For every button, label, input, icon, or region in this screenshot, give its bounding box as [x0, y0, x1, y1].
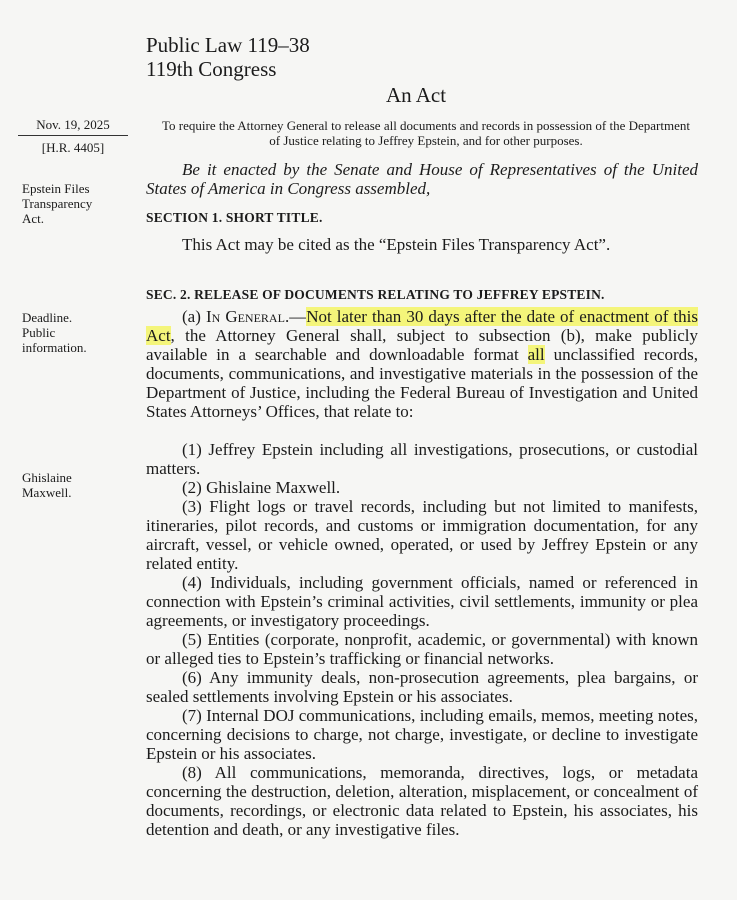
- margin-note-line: Ghislaine: [22, 470, 72, 485]
- list-item: (7) Internal DOJ communications, including emails, memos, meeting notes, concerning decisions to charge, not charge, investigate, or decline to investigate Epstein or his associates.: [146, 706, 698, 763]
- margin-note-line: Transparency: [22, 196, 93, 211]
- margin-note-line: Maxwell.: [22, 485, 72, 500]
- congress-number: 119th Congress: [146, 57, 277, 81]
- enactment-date: Nov. 19, 2025: [36, 117, 110, 132]
- act-purpose: To require the Attorney General to release all documents and records in possession of the Department of Justice relating to Jeffrey Epstein, and for other purposes.: [162, 118, 690, 148]
- para-a-label: (a): [182, 307, 206, 326]
- list-item: (1) Jeffrey Epstein including all investigations, prosecutions, or custodial matters.: [146, 440, 698, 478]
- date-rule: [18, 135, 128, 136]
- act-heading: An Act: [386, 83, 447, 107]
- bill-number: [H.R. 4405]: [41, 140, 105, 155]
- list-item: (8) All communications, memoranda, directives, logs, or metadata concerning the destruction, deletion, alteration, misplacement, or concealment of documents, recordings, or electronic data related to Epstein, his associates, his detention and death, or any investigative files.: [146, 763, 698, 839]
- law-title-block: [146, 33, 310, 81]
- section-1-heading: SECTION 1. SHORT TITLE.: [146, 210, 323, 225]
- highlighted-deadline-text: Not later than 30 days after the date of enactment of this Act: [146, 307, 698, 345]
- para-a-caption: In General: [205, 307, 285, 326]
- para-a-dash: .—: [284, 307, 307, 326]
- section-1-text: This Act may be cited as the “Epstein Files Transparency Act”.: [182, 235, 611, 254]
- margin-note-maxwell: [22, 470, 132, 500]
- margin-note-short-title: [22, 181, 132, 226]
- margin-note-line: Act.: [22, 211, 45, 226]
- list-item: (2) Ghislaine Maxwell.: [182, 478, 341, 497]
- list-item: (3) Flight logs or travel records, including but not limited to manifests, itineraries, pilot records, and customs or immigration documentation, for any aircraft, vessel, or vehicle owned, operated, or used by Jeffrey Epstein or any related entity.: [146, 497, 698, 573]
- highlighted-all-text: all: [527, 345, 545, 364]
- date-box: [18, 117, 128, 156]
- para-a-text: , the Attorney General shall, subject to subsection (b), make publicly available in a searchable and downloadable format: [146, 326, 698, 364]
- list-item: (4) Individuals, including government officials, named or referenced in connection with Epstein’s criminal activities, civil settlements, immunity or plea agreements, or investigatory proceedings.: [146, 573, 698, 630]
- margin-note-deadline: [22, 310, 132, 355]
- section-2-paragraph-a: [146, 307, 698, 421]
- margin-note-line: Public: [22, 325, 56, 340]
- list-item: (5) Entities (corporate, nonprofit, academic, or governmental) with known or alleged ties to Epstein’s trafficking or financial networks.: [146, 630, 698, 668]
- public-law-number: Public Law 119–38: [146, 33, 310, 57]
- items-list: [146, 440, 698, 839]
- margin-note-line: Deadline.: [22, 310, 73, 325]
- section-2-heading: SEC. 2. RELEASE OF DOCUMENTS RELATING TO JEFFREY EPSTEIN.: [146, 287, 605, 302]
- enacting-clause: Be it enacted by the Senate and House of Representatives of the United States of America in Congress assembled,: [146, 160, 698, 198]
- margin-note-line: information.: [22, 340, 87, 355]
- para-a-text-continued: unclassified records, documents, communications, and investigative materials in the possession of the Department of Justice, including the Federal Bureau of Investigation and United States Attorneys’ Offices, that relate to:: [146, 345, 698, 421]
- margin-note-line: Epstein Files: [22, 181, 90, 196]
- list-item: (6) Any immunity deals, non-prosecution agreements, plea bargains, or sealed settlements involving Epstein or his associates.: [146, 668, 698, 706]
